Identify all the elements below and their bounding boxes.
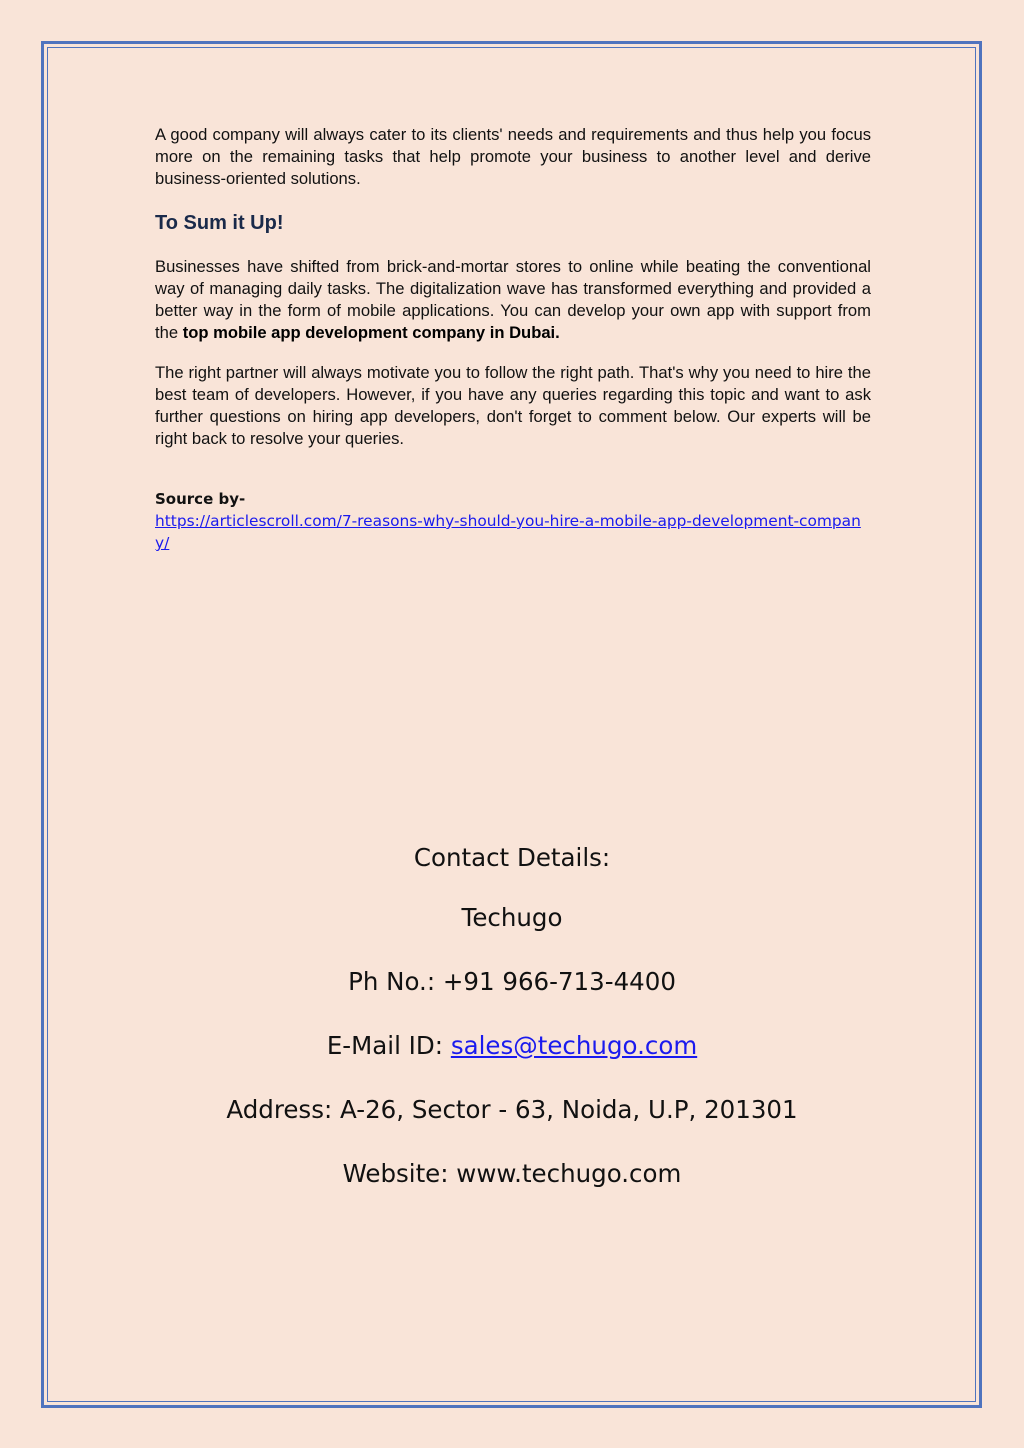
email-line [60,1031,964,1060]
section-heading: To Sum it Up! [155,212,284,234]
intro-paragraph: A good company will always cater to its clients' needs and requirements and thus help you focus more on the remaining tasks that help promote your business to another level and derive business-oriented solutions. [155,125,871,188]
summary-paragraph [155,256,871,344]
address: Address: A-26, Sector - 63, Noida, U.P, 201301 [226,1095,798,1124]
article-content [155,124,871,554]
email-label: E-Mail ID: [326,1031,451,1060]
email-link[interactable]: sales@techugo.com [450,1031,698,1060]
source-link[interactable]: https://articlescroll.com/7-reasons-why-should-you-hire-a-mobile-app-development-company/ [155,512,861,552]
phone-number: Ph No.: +91 966-713-4400 [348,967,676,996]
contact-title: Contact Details: [413,843,611,872]
company-name: Techugo [461,903,563,932]
summary-text: Businesses have shifted from brick-and-mortar stores to online while beating the conventional way of managing daily tasks. The digitalization wave has transformed everything and provided a better way in the form of mobile applications. You can develop your own app with support from the [155,257,871,342]
summary-bold-text: top mobile app development company in Dubai. [182,323,560,342]
closing-paragraph: The right partner will always motivate you to follow the right path. That's why you need to hire the best team of developers. However, if you have any queries regarding this topic and want to ask further questions on hiring app developers, don't forget to comment below. Our experts will be right back to resolve your queries. [155,363,871,448]
website: Website: www.techugo.com [342,1159,682,1188]
source-label: Source by- [155,490,246,508]
